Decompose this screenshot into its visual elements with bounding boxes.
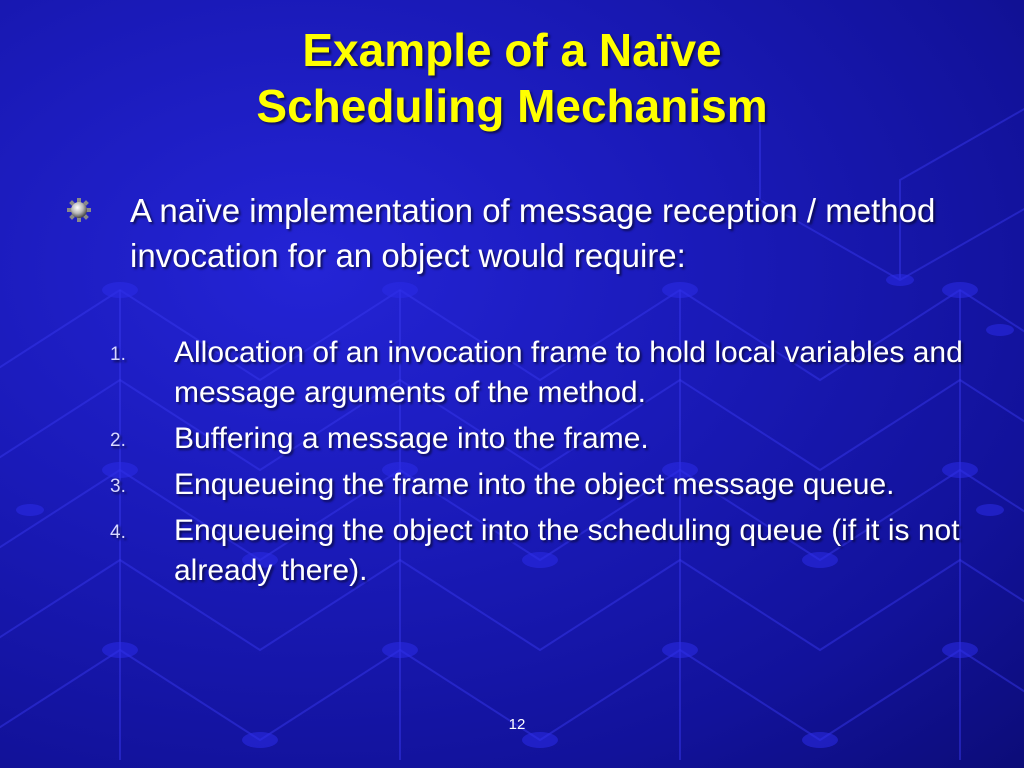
list-item: [110, 511, 990, 591]
page-number: 12: [508, 716, 526, 733]
list-item-text: Allocation of an invocation frame to hold local variables and message arguments of the method.: [174, 336, 963, 409]
list-item-text: Enqueueing the object into the scheduling queue (if it is not already there).: [174, 514, 960, 587]
list-item: [110, 333, 990, 413]
list-item: [110, 419, 990, 459]
numbered-list: [110, 333, 990, 597]
title-line-1: Example of a Naïve: [302, 24, 722, 76]
slide-title: [0, 22, 1024, 134]
list-item-number: 1.: [110, 344, 126, 365]
bullet-main-text: A naïve implementation of message reception / method invocation for an object would require:: [130, 192, 936, 274]
list-item-number: 2.: [110, 430, 126, 451]
list-item-number: 3.: [110, 476, 126, 497]
list-item-number: 4.: [110, 522, 126, 543]
list-item-text: Buffering a message into the frame.: [174, 422, 649, 455]
list-item: [110, 465, 990, 505]
list-item-text: Enqueueing the frame into the object message queue.: [174, 468, 895, 501]
gear-bullet-icon: [66, 197, 92, 223]
title-line-2: Scheduling Mechanism: [256, 80, 768, 132]
